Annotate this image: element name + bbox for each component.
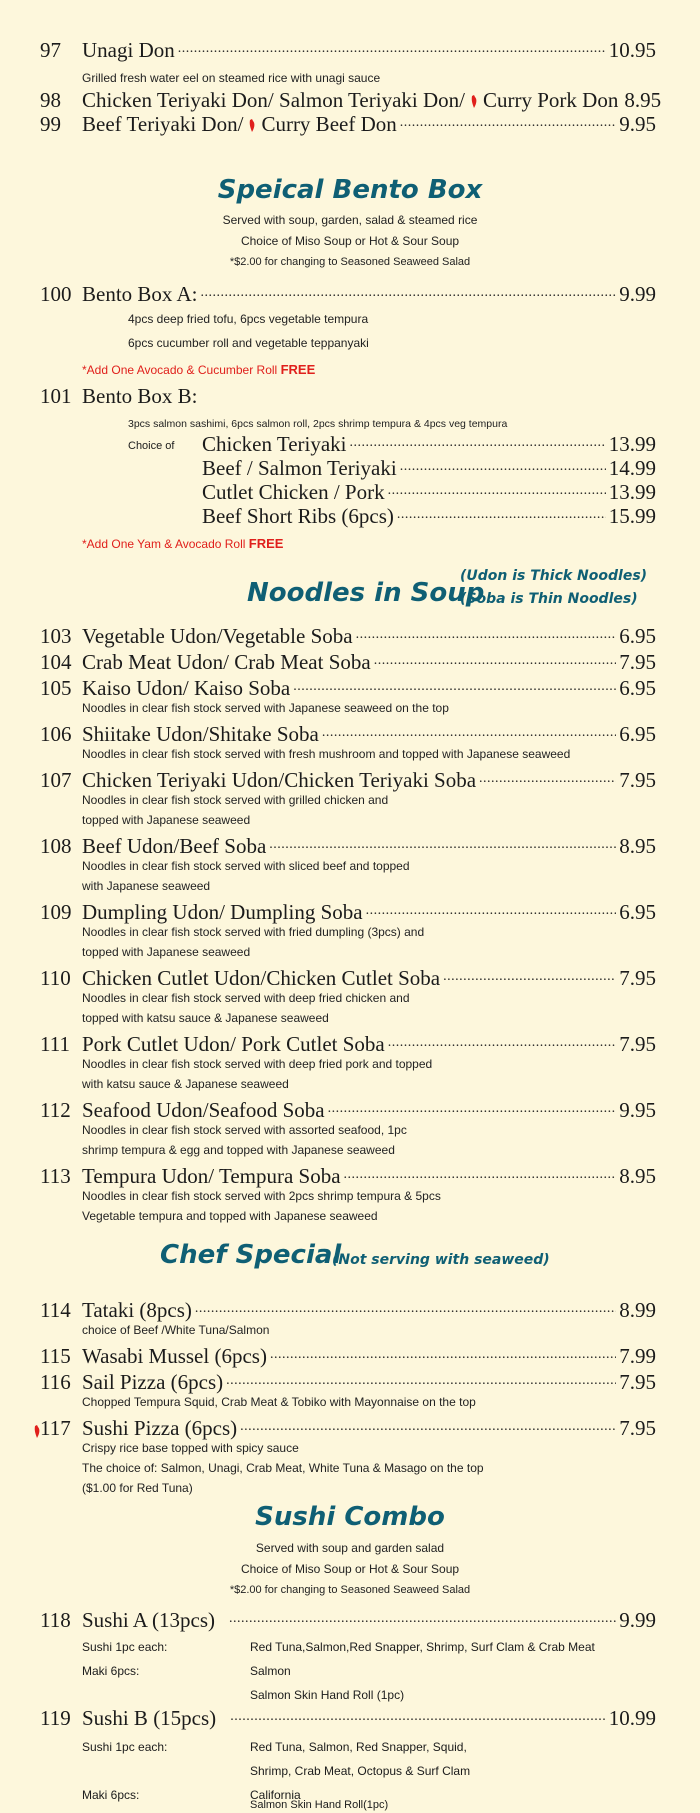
- item-name: Sushi A (13pcs): [82, 1608, 216, 1632]
- item-number: 100: [40, 282, 72, 306]
- promo-text: [82, 362, 315, 377]
- promo-label: *Add One Yam & Avocado Roll: [82, 537, 246, 551]
- menu-item-109: [40, 900, 656, 924]
- menu-item-113: [40, 1164, 656, 1188]
- item-price: 10.99: [608, 1706, 656, 1730]
- chili-pepper-icon: [33, 1425, 41, 1439]
- choice-label: Choice of: [128, 440, 175, 452]
- option-price: 13.99: [608, 480, 656, 504]
- item-name: Shiitake Udon/Shitake Soba: [82, 722, 319, 746]
- item-number: 117: [40, 1416, 71, 1440]
- option-name: Beef / Salmon Teriyaki: [202, 456, 397, 480]
- sushi-label: Maki 6pcs:: [82, 1664, 140, 1678]
- item-price: 8.95: [619, 834, 656, 858]
- item-description: topped with Japanese seaweed: [82, 945, 251, 959]
- item-price: 8.95: [619, 1164, 656, 1188]
- item-description: shrimp tempura & egg and topped with Japanese seaweed: [82, 1143, 395, 1157]
- dot-leader: [356, 629, 617, 643]
- section-note: (Soba is Thin Noodles): [460, 591, 638, 607]
- section-note: (Not serving with seaweed): [332, 1252, 550, 1268]
- menu-item-114: [40, 1298, 656, 1322]
- promo-text: [82, 536, 283, 551]
- item-name-part: Curry Pork Don: [482, 88, 619, 112]
- item-number: 106: [40, 722, 72, 746]
- dot-leader: [229, 1613, 616, 1627]
- dot-leader: [328, 1103, 617, 1117]
- menu-item-115: [40, 1344, 656, 1368]
- item-price: 7.95: [619, 1032, 656, 1056]
- item-name: Chicken Teriyaki Udon/Chicken Teriyaki Soba: [82, 768, 477, 792]
- menu-item-110: [40, 966, 656, 990]
- menu-item-100: [40, 282, 656, 306]
- item-name: Beef Udon/Beef Soba: [82, 834, 267, 858]
- promo-free: FREE: [280, 362, 316, 377]
- item-number: 101: [40, 384, 72, 408]
- section-note: *$2.00 for changing to Seasoned Seaweed Salad: [229, 256, 471, 268]
- dot-leader: [344, 1169, 617, 1183]
- item-price: 7.99: [619, 1344, 656, 1368]
- promo-label: *Add One Avocado & Cucumber Roll: [82, 363, 278, 377]
- item-name: Unagi Don: [82, 38, 175, 62]
- item-description: Grilled fresh water eel on steamed rice with unagi sauce: [82, 71, 381, 85]
- item-description: Noodles in clear fish stock served with Japanese seaweed on the top: [82, 701, 449, 715]
- item-description: Noodles in clear fish stock served with grilled chicken and: [82, 793, 389, 807]
- menu-item-104: [40, 650, 656, 674]
- item-name: Kaiso Udon/ Kaiso Soba: [82, 676, 291, 700]
- dot-leader: [366, 905, 617, 919]
- bento-option: [202, 432, 656, 456]
- item-description: 4pcs deep fried tofu, 6pcs vegetable tempura: [128, 312, 369, 326]
- section-title-chef: Chef Special: [160, 1240, 342, 1270]
- item-description: topped with katsu sauce & Japanese seaweed: [82, 1011, 329, 1025]
- dot-leader: [201, 287, 617, 301]
- item-number: 111: [40, 1032, 70, 1056]
- item-name: Crab Meat Udon/ Crab Meat Soba: [82, 650, 371, 674]
- item-price: 7.95: [619, 966, 656, 990]
- menu-item-103: [40, 624, 656, 648]
- dot-leader: [230, 1711, 606, 1725]
- option-name: Chicken Teriyaki: [202, 432, 347, 456]
- item-price: 9.99: [619, 1608, 656, 1632]
- dot-leader: [293, 681, 616, 695]
- menu-item-97: [40, 38, 656, 62]
- item-name: Dumpling Udon/ Dumpling Soba: [82, 900, 363, 924]
- item-name: Wasabi Mussel (6pcs): [82, 1344, 267, 1368]
- dot-leader: [178, 43, 606, 57]
- section-note: Choice of Miso Soup or Hot & Sour Soup: [240, 234, 460, 248]
- promo-free: FREE: [248, 536, 284, 551]
- item-name: Tempura Udon/ Tempura Soba: [82, 1164, 341, 1188]
- item-description: Noodles in clear fish stock served with fresh mushroom and topped with Japanese seaweed: [82, 747, 571, 761]
- dot-leader: [322, 727, 616, 741]
- option-price: 14.99: [608, 456, 656, 480]
- sushi-value: Red Tuna,Salmon,Red Snapper, Shrimp, Surf Clam & Crab Meat: [250, 1640, 595, 1654]
- dot-leader: [443, 971, 616, 985]
- item-description: Noodles in clear fish stock served with 2pcs shrimp tempura & 5pcs: [82, 1189, 441, 1203]
- menu-item-98: [40, 88, 662, 112]
- dot-leader: [479, 773, 616, 787]
- chili-pepper-icon: [248, 119, 256, 133]
- item-description: Noodles in clear fish stock served with fried dumpling (3pcs) and: [82, 925, 425, 939]
- item-number: 112: [40, 1098, 71, 1122]
- item-number: 119: [40, 1706, 71, 1730]
- item-description: topped with Japanese seaweed: [82, 813, 251, 827]
- item-price: 6.95: [619, 624, 656, 648]
- item-name: [82, 112, 397, 136]
- item-number: 116: [40, 1370, 71, 1394]
- dot-leader: [400, 117, 617, 131]
- item-name: Tataki (8pcs): [82, 1298, 192, 1322]
- item-price: 9.95: [619, 112, 656, 136]
- item-name: Chicken Cutlet Udon/Chicken Cutlet Soba: [82, 966, 441, 990]
- option-price: 13.99: [608, 432, 656, 456]
- item-name-part: Beef Teriyaki Don/: [82, 112, 244, 136]
- sushi-label: Sushi 1pc each:: [82, 1640, 168, 1654]
- item-description: Noodles in clear fish stock served with sliced beef and topped: [82, 859, 410, 873]
- item-description: Chopped Tempura Squid, Crab Meat & Tobiko with Mayonnaise on the top: [82, 1395, 476, 1409]
- dot-leader: [397, 509, 606, 523]
- sushi-label: Sushi 1pc each:: [82, 1740, 168, 1754]
- item-price: 7.95: [619, 1370, 656, 1394]
- item-number: 108: [40, 834, 72, 858]
- item-number: 105: [40, 676, 72, 700]
- item-number: 110: [40, 966, 71, 990]
- section-note: Served with soup, garden, salad & steamed rice: [222, 213, 478, 227]
- sushi-value: Salmon Skin Hand Roll (1pc): [250, 1688, 405, 1702]
- dot-leader: [374, 655, 617, 669]
- dot-leader: [400, 461, 606, 475]
- item-description: Vegetable tempura and topped with Japanese seaweed: [82, 1209, 378, 1223]
- item-name-part: Curry Beef Don: [261, 112, 397, 136]
- dot-leader: [240, 1421, 616, 1435]
- option-name: Beef Short Ribs (6pcs): [202, 504, 394, 528]
- item-number: 107: [40, 768, 72, 792]
- menu-item-108: [40, 834, 656, 858]
- item-name: Sail Pizza (6pcs): [82, 1370, 224, 1394]
- section-title-bento: Speical Bento Box: [217, 175, 483, 205]
- chili-pepper-icon: [470, 95, 478, 109]
- item-number: 99: [40, 112, 61, 136]
- item-number: 97: [40, 38, 61, 62]
- item-description: Noodles in clear fish stock served with deep fried chicken and: [82, 991, 410, 1005]
- menu-item-111: [40, 1032, 656, 1056]
- item-number: 118: [40, 1608, 71, 1632]
- item-description: 3pcs salmon sashimi, 6pcs salmon roll, 2pcs shrimp tempura & 4pcs veg tempura: [128, 418, 508, 430]
- item-price: 9.95: [619, 1098, 656, 1122]
- item-price: 7.95: [619, 768, 656, 792]
- section-note: *$2.00 for changing to Seasoned Seaweed Salad: [229, 1584, 471, 1596]
- item-price: 6.95: [619, 900, 656, 924]
- section-note: Served with soup and garden salad: [255, 1541, 445, 1555]
- menu-item-106: [40, 722, 656, 746]
- item-name: Sushi B (15pcs): [82, 1706, 217, 1730]
- option-name: Cutlet Chicken / Pork: [202, 480, 385, 504]
- item-name: Sushi Pizza (6pcs): [82, 1416, 238, 1440]
- item-number: 103: [40, 624, 72, 648]
- sushi-value: Shrimp, Crab Meat, Octopus & Surf Clam: [250, 1764, 471, 1778]
- item-number: 109: [40, 900, 72, 924]
- bento-option: [202, 456, 656, 480]
- menu-item-101: [40, 384, 656, 408]
- item-name: [82, 88, 618, 112]
- sushi-value: Salmon: [250, 1664, 291, 1678]
- menu-item-105: [40, 676, 656, 700]
- item-number: 98: [40, 88, 61, 112]
- item-description: Crispy rice base topped with spicy sauce: [82, 1441, 299, 1455]
- sushi-label: Maki 6pcs:: [82, 1788, 140, 1802]
- section-note: Choice of Miso Soup or Hot & Sour Soup: [240, 1562, 460, 1576]
- item-description: ($1.00 for Red Tuna): [82, 1481, 193, 1495]
- item-name-part: Chicken Teriyaki Don/ Salmon Teriyaki Don/: [82, 88, 465, 112]
- menu-item-112: [40, 1098, 656, 1122]
- item-description: 6pcs cucumber roll and vegetable teppanyaki: [128, 336, 369, 350]
- sushi-value: Salmon Skin Hand Roll(1pc): [250, 1799, 389, 1811]
- item-description: choice of Beef /White Tuna/Salmon: [82, 1323, 270, 1337]
- item-description: Noodles in clear fish stock served with deep fried pork and topped: [82, 1057, 433, 1071]
- item-description: with Japanese seaweed: [82, 879, 211, 893]
- item-price: 8.99: [619, 1298, 656, 1322]
- item-number: 104: [40, 650, 72, 674]
- item-name: Bento Box B:: [82, 384, 198, 408]
- dot-leader: [350, 437, 606, 451]
- menu-item-118: [40, 1608, 656, 1632]
- item-name: Pork Cutlet Udon/ Pork Cutlet Soba: [82, 1032, 385, 1056]
- item-price: 6.95: [619, 722, 656, 746]
- menu-item-119: [40, 1706, 656, 1730]
- item-price: 8.95: [624, 88, 662, 112]
- dot-leader: [270, 1349, 616, 1363]
- sushi-value: California: [250, 1788, 301, 1802]
- dot-leader: [226, 1375, 616, 1389]
- item-description: The choice of: Salmon, Unagi, Crab Meat, White Tuna & Masago on the top: [82, 1461, 484, 1475]
- bento-option: [202, 480, 656, 504]
- dot-leader: [388, 1037, 616, 1051]
- item-description: Noodles in clear fish stock served with assorted seafood, 1pc: [82, 1123, 407, 1137]
- dot-leader: [195, 1303, 616, 1317]
- item-price: 9.99: [619, 282, 656, 306]
- item-name: Seafood Udon/Seafood Soba: [82, 1098, 325, 1122]
- item-price: 6.95: [619, 676, 656, 700]
- sushi-value: Red Tuna, Salmon, Red Snapper, Squid,: [250, 1740, 467, 1754]
- item-price: 7.95: [619, 1416, 656, 1440]
- section-title-noodles: Noodles in Soup: [247, 578, 485, 608]
- menu-item-99: [40, 112, 656, 136]
- dot-leader: [388, 485, 606, 499]
- item-number: 113: [40, 1164, 71, 1188]
- section-note: (Udon is Thick Noodles): [460, 568, 648, 584]
- bento-option: [202, 504, 656, 528]
- menu-item-116: [40, 1370, 656, 1394]
- dot-leader: [269, 839, 616, 853]
- item-name: Vegetable Udon/Vegetable Soba: [82, 624, 353, 648]
- item-price: 10.95: [608, 38, 656, 62]
- item-price: 7.95: [619, 650, 656, 674]
- item-number: 114: [40, 1298, 71, 1322]
- menu-item-107: [40, 768, 656, 792]
- item-name: Bento Box A:: [82, 282, 198, 306]
- menu-item-117: [40, 1416, 656, 1440]
- item-number: 115: [40, 1344, 71, 1368]
- item-description: with katsu sauce & Japanese seaweed: [82, 1077, 289, 1091]
- option-price: 15.99: [608, 504, 656, 528]
- section-title-sushi: Sushi Combo: [255, 1502, 445, 1532]
